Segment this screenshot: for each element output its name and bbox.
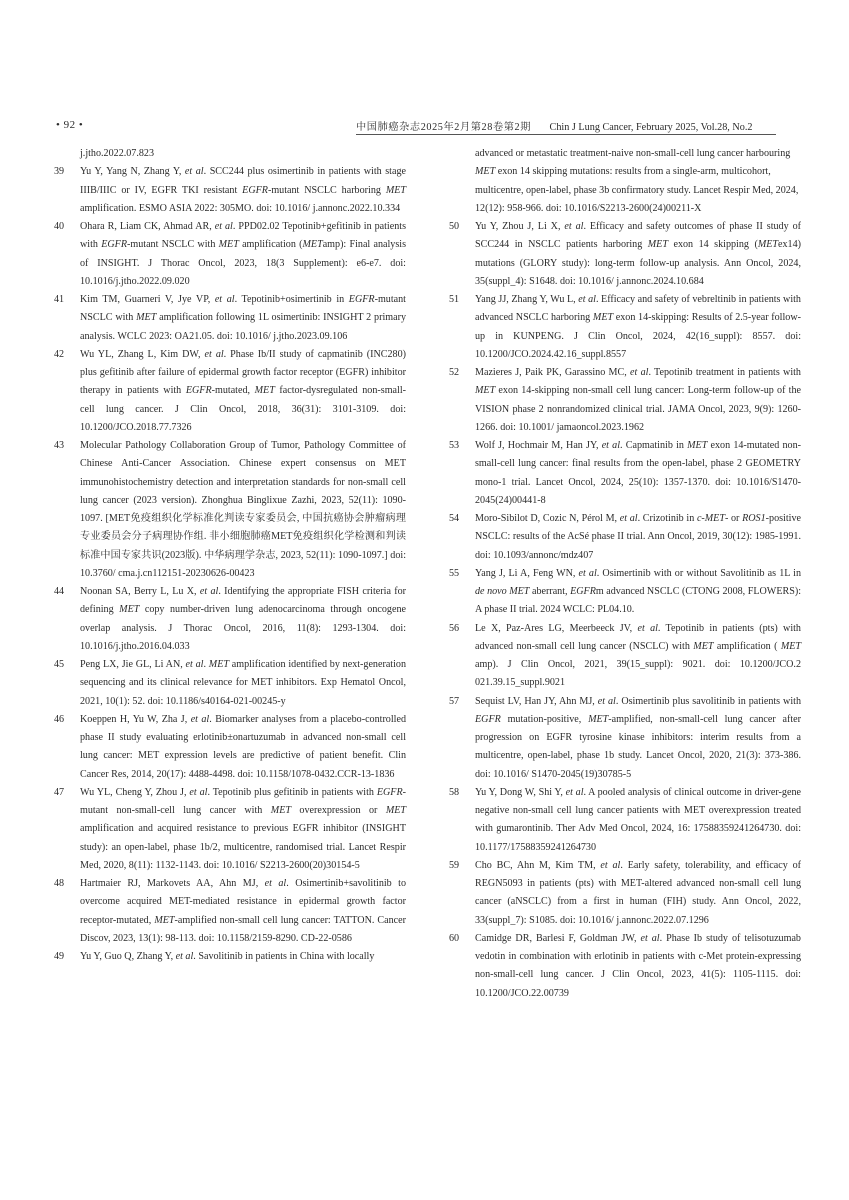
reference-number: 50 (449, 221, 460, 232)
reference-list-right (449, 218, 801, 1003)
reference-continuation: j.jtho.2022.07.823 (80, 148, 155, 159)
reference-number: 43 (54, 440, 65, 451)
reference-text: Yu Y, Guo Q, Zhang Y, et al. Savolitinib in patients in China with locally (80, 951, 375, 962)
reference-item (54, 218, 406, 291)
reference-text: Ohara R, Liam CK, Ahmad AR, et al. PPD02.02 Tepotinib+gefitinib in patients with EGFR-mutant NSCLC with MET amplification (METamp): Final analysis of INSIGHT. J Thorac Oncol, 2023, 18(3 Supplement): e6-e7. doi: 10.1016/j.jtho.2022.09.020 (80, 221, 406, 287)
reference-number: 52 (449, 367, 460, 378)
reference-text: Kim TM, Guarneri V, Jye VP, et al. Tepotinib+osimertinib in EGFR-mutant NSCLC with MET amplification following 1L osimertinib: INSIGHT 2 primary analysis. WCLC 2023: OA21.05. doi: 10.1016/ j.jtho.2023.09.106 (80, 294, 406, 342)
reference-text: Cho BC, Ahn M, Kim TM, et al. Early safety, tolerability, and efficacy of REGN5093 in patients (pts) with MET-altered advanced non-small cell lung cancer (aNSCLC) from a first in human (FIH) study. Ann Oncol, 2022, 33(suppl_7): S1085. doi: 10.1016/ j.annonc.2022.07.1296 (475, 859, 801, 926)
reference-item (449, 784, 801, 857)
running-header (356, 118, 776, 135)
reference-text: Noonan SA, Berry L, Lu X, et al. Identifying the appropriate FISH criteria for defining MET copy number-driven lung adenocarcinoma through oncogene overlap analysis. J Thorac Oncol, 2016, 11(8): 1293-1304. doi: 10.1016/j.jtho.2016.04.033 (80, 586, 406, 652)
reference-number: 56 (449, 622, 460, 634)
reference-text: Yang JJ, Zhang Y, Wu L, et al. Efficacy and safety of vebreltinib in patients with advanced NSCLC harboring MET exon 14-skipping: Results of 2.5-year follow-up in KUNPENG. J Clin Oncol, 2024, 42(16_suppl): 8557. doi: 10.1200/JCO.2024.42.16_suppl.8557 (475, 294, 801, 360)
reference-text: Peng LX, Jie GL, Li AN, et al. MET amplification identified by next-generation sequencing and its clinical relevance for MET inhibitors. Exp Hematol Oncol, 2021, 10(1): 52. doi: 10.1186/s40164-021-00245-y (80, 659, 407, 707)
reference-text: Wolf J, Hochmair M, Han JY, et al. Capmatinib in MET exon 14-mutated non-small-cell lung cancer: final results from the open-label, phase 2 GEOMETRY mono-1 trial. Lancet Oncol, 2024, 25(10): 1357-1370. doi: 10.1016/S1470-2045(24)00441-8 (475, 440, 802, 506)
reference-number: 55 (449, 567, 460, 579)
reference-number: 54 (449, 513, 460, 524)
journal-title-cn: 中国肺癌杂志2025年2月第28卷第2期 (356, 122, 531, 133)
reference-text: Le X, Paz-Ares LG, Meerbeeck JV, et al. Tepotinib in patients (pts) with advanced non-small cell lung cancer (NSCLC) with MET amplification ( MET amp). J Clin Oncol, 2021, 39(15_suppl): 9021. doi: 10.1200/JCO.2 021.39.15_suppl.9021 (475, 622, 802, 689)
reference-column-right (449, 145, 801, 1003)
reference-text: Yang J, Li A, Feng WN, et al. Osimertinib with or without Savolitinib as 1L in de novo MET aberrant, EGFRm advanced NSCLC (CTONG 2008, FLOWERS): A phase II trial. 2024 WCLC: PL04.10. (475, 567, 801, 616)
reference-number: 42 (54, 348, 65, 360)
reference-text: Koeppen H, Yu W, Zha J, et al. Biomarker analyses from a placebo-controlled phase II study evaluating erlotinib±onartuzumab in advanced non-small cell lung cancer: MET expression levels are predictive of patient benefit. Clin Cancer Res, 2014, 20(17): 4488-4498. doi: 10.1158/1078-0432.CCR-13-1836 (80, 713, 406, 780)
reference-number: 47 (54, 786, 65, 798)
reference-number: 59 (449, 859, 460, 871)
reference-number: 40 (54, 221, 65, 232)
reference-item (449, 510, 801, 565)
reference-column-left (54, 145, 406, 966)
reference-item (54, 875, 406, 948)
reference-number: 45 (54, 659, 65, 670)
reference-item (54, 656, 406, 711)
reference-number: 41 (54, 294, 65, 305)
reference-item (54, 291, 406, 346)
reference-item (54, 163, 406, 218)
reference-item (54, 711, 406, 784)
reference-text: Camidge DR, Barlesi F, Goldman JW, et al. Phase Ib study of telisotuzumab vedotin in combination with erlotinib in patients with c-Met protein-expressing non-small-cell lung cancer. J Clin Oncol, 2023, 41(5): 1105-1115. doi: 10.1200/JCO.22.00739 (475, 932, 801, 999)
reference-item (54, 437, 406, 583)
reference-number: 39 (54, 166, 65, 178)
reference-number: 44 (54, 586, 65, 597)
reference-item (54, 346, 406, 437)
reference-item (449, 218, 801, 291)
reference-item (449, 437, 801, 510)
reference-number: 57 (449, 695, 460, 707)
reference-number: 60 (449, 932, 460, 944)
reference-item (449, 693, 801, 784)
reference-item (449, 857, 801, 930)
reference-list-left (54, 163, 406, 966)
reference-number: 49 (54, 951, 65, 962)
journal-title-en: Chin J Lung Cancer, February 2025, Vol.28, No.2 (549, 122, 753, 133)
reference-item (54, 948, 406, 966)
reference-number: 48 (54, 878, 65, 889)
reference-text: Yu Y, Zhou J, Li X, et al. Efficacy and safety outcomes of phase II study of SCC244 in NSCLC patients harboring MET exon 14 skipping (METex14) mutations (GLORY study): long-term follow-up analysis. Ann Oncol, 2024, 35(suppl_4): S1648. doi: 10.1016/ j.annonc.2024.10.684 (475, 221, 801, 287)
reference-item (449, 364, 801, 437)
reference-item (449, 565, 801, 620)
reference-text: Moro-Sibilot D, Cozic N, Pérol M, et al. Crizotinib in c-MET- or ROS1-positive NSCLC: results of the AcSé phase II trial. Ann Oncol, 2019, 30(12): 1985-1991. doi: 10.1093/annonc/mdz407 (475, 513, 801, 561)
reference-item (449, 291, 801, 364)
reference-text: Yu Y, Yang N, Zhang Y, et al. SCC244 plus osimertinib in patients with stage IIIB/IIIC or IV, EGFR TKI resistant EGFR-mutant NSCLC harboring MET amplification. ESMO ASIA 2022: 305MO. doi: 10.1016/ j.annonc.2022.10.334 (80, 166, 406, 214)
reference-item (449, 620, 801, 693)
reference-text: Wu YL, Cheng Y, Zhou J, et al. Tepotinib plus gefitinib in patients with EGFR-mutant non-small-cell lung cancer with MET overexpression or MET amplification and acquired resistance to previous EGFR inhibitor (INSIGHT study): an open-label, phase 1b/2, multicentre, randomised trial. Lancet Respir Med, 2020, 8(11): 1132-1143. doi: 10.1016/ S2213-2600(20)30154-5 (80, 786, 406, 871)
reference-continuation: advanced or metastatic treatment-naive non-small-cell lung cancer harbouring MET exon 14 skipping mutations: results from a single-arm, multicohort, multicentre, open-label, phase 3b confirmatory study. Lancet Respir Med, 2024, 12(12): 958-966. doi: 10.1016/S2213-2600(24)00211-X (475, 148, 799, 214)
reference-item (449, 930, 801, 1003)
reference-text: Wu YL, Zhang L, Kim DW, et al. Phase Ib/II study of capmatinib (INC280) plus gefitinib after failure of epidermal growth factor receptor (EGFR) inhibitor therapy in patients with EGFR-mutated, MET factor-dysregulated non-small-cell lung cancer. J Clin Oncol, 2018, 36(31): 3101-3109. doi: 10.1200/JCO.2018.77.7326 (80, 348, 406, 433)
reference-text: Hartmaier RJ, Markovets AA, Ahn MJ, et al. Osimertinib+savolitinib to overcome acquired MET-mediated resistance in epidermal growth factor receptor-mutated, MET-amplified non-small cell lung cancer: TATTON. Cancer Discov, 2023, 13(1): 98-113. doi: 10.1158/2159-8290. CD-22-0586 (80, 878, 407, 944)
reference-text: Mazieres J, Paik PK, Garassino MC, et al. Tepotinib treatment in patients with MET exon 14-skipping non-small cell lung cancer: Long-term follow-up of the VISION phase 2 nonrandomized clinical trial. JAMA Oncol, 2023, 9(9): 1260-1266. doi: 10.1001/ jamaoncol.2023.1962 (475, 367, 801, 433)
reference-text: Sequist LV, Han JY, Ahn MJ, et al. Osimertinib plus savolitinib in patients with EGFR mutation-positive, MET-amplified, non-small-cell lung cancer after progression on EGFR tyrosine kinase inhibitors: interim results from a multicentre, open-label, phase 1b study. Lancet Oncol, 2020, 21(3): 373-386. doi: 10.1016/ S1470-2045(19)30785-5 (475, 695, 801, 780)
reference-number: 46 (54, 713, 65, 725)
page-number: • 92 • (56, 119, 84, 131)
reference-number: 51 (449, 294, 460, 305)
reference-text: Yu Y, Dong W, Shi Y, et al. A pooled analysis of clinical outcome in driver-gene negative non-small cell lung cancer patients with MET overexpression treated with gumarontinib. Ther Adv Med Oncol, 2024, 16: 17588359241264730. doi: 10.1177/17588359241264730 (475, 786, 801, 853)
reference-number: 58 (449, 786, 460, 798)
reference-item (54, 583, 406, 656)
reference-text: Molecular Pathology Collaboration Group of Tumor, Pathology Committee of Chinese Anti-Cancer Association. Chinese expert consensus on MET immunohistochemistry detection and interpretation standards for non-small cell lung cancer (2023 version). Zhonghua Binglixue Zazhi, 2023, 52(11): 1090-1097. [MET免疫组织化学标准化判读专家委员会, 中国抗癌协会肿瘤病理专业委员会分子病理协作组. 非小细胞肺癌MET免疫组织化学检测和判读标准中国专家共识(2023版). 中华病理学杂志, 2023, 52(11): 1090-1097.] doi: 10.3760/ cma.j.cn112151-20230626-00423 (80, 440, 406, 579)
reference-number: 53 (449, 440, 460, 451)
reference-item (54, 784, 406, 875)
